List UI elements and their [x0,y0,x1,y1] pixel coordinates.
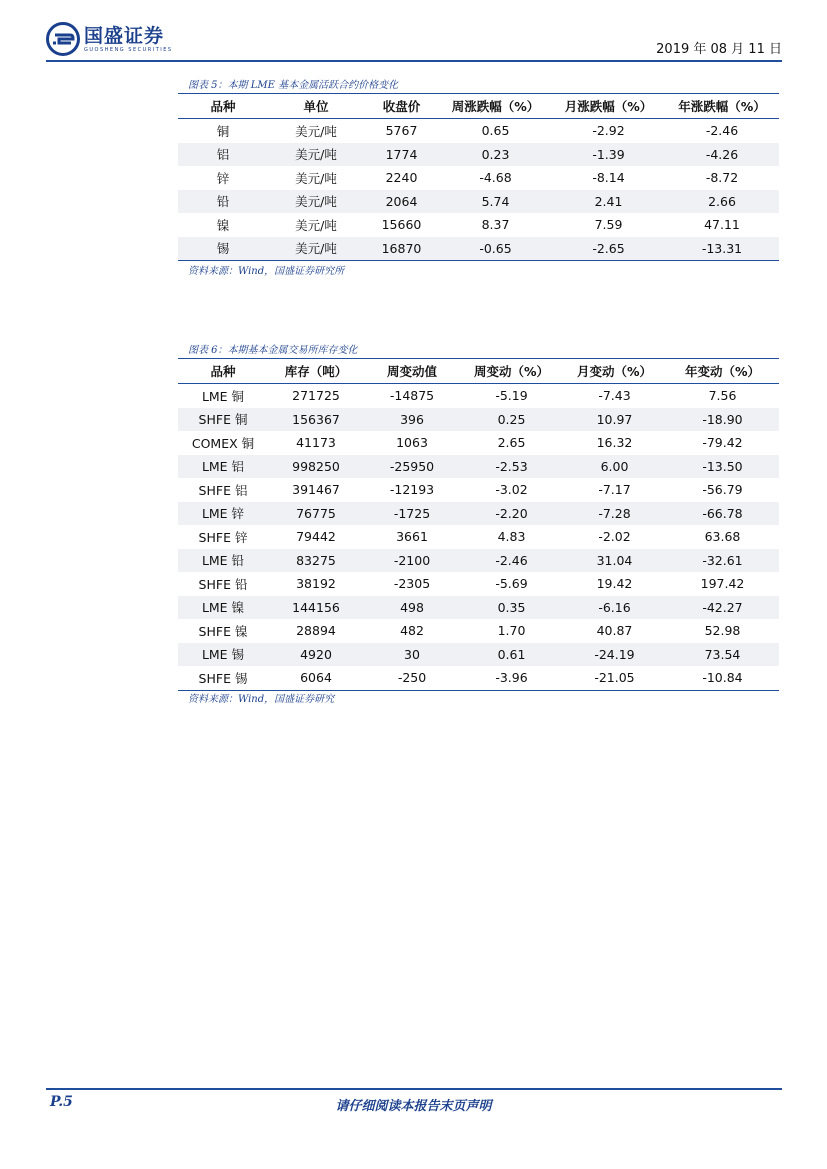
table-cell: -66.78 [666,502,779,526]
table-cell: 2.41 [552,190,665,214]
table-cell: -1.39 [552,143,665,167]
table-cell: COMEX 铜 [191,435,255,451]
table-cell: 40.87 [596,623,633,639]
table6-header-cell: 月变动（%） [563,359,666,384]
table-cell: 6064 [268,666,364,690]
table-row [178,525,779,549]
table6-header-cell: 库存（吨） [268,359,364,384]
table-cell: -8.72 [705,170,739,186]
table-cell: LME 锡 [178,643,268,667]
table-cell: 铅 [178,190,268,214]
table-cell: 482 [400,623,424,639]
table-cell: -8.14 [592,170,625,186]
table-cell: -2.65 [552,237,665,261]
table6-header-cell: 品种 [178,359,268,384]
page-header [46,22,782,62]
table-cell: 83275 [268,549,364,573]
table-cell: -32.61 [666,549,779,573]
table-cell: 2.66 [665,190,779,214]
table-cell: -12193 [389,482,435,498]
table5-header-cell: 年涨跌幅（%） [665,94,779,119]
table-cell: 2.65 [497,435,526,451]
table-cell: -1725 [364,502,460,526]
table-cell: -5.69 [495,576,528,592]
table-cell: 31.04 [563,549,666,573]
table-cell: SHFE 镍 [198,623,248,639]
table-cell: 19.42 [596,576,633,592]
table-cell: -14875 [389,388,435,404]
table-cell: -250 [364,666,460,690]
table-cell: SHFE 铝 [198,482,248,498]
table-row [178,431,779,455]
table-cell: -2.92 [592,123,625,139]
table-cell: -79.42 [702,435,743,451]
table5-header-cell: 品种 [178,94,268,119]
table-cell: 15660 [381,217,422,233]
company-logo [46,22,173,56]
table-cell: -4.68 [479,170,512,186]
table-cell: 41173 [296,435,336,451]
table-cell: 0.35 [460,596,563,620]
table-cell: -25950 [364,455,460,479]
table-cell: -6.16 [563,596,666,620]
table-cell: 0.61 [460,643,563,667]
table-cell: 4.83 [497,529,526,545]
table5-header-cell: 月涨跌幅（%） [552,94,665,119]
table-cell: 镍 [216,217,230,233]
table-cell: 391467 [292,482,340,498]
table-cell: -56.79 [702,482,743,498]
table-row [178,384,779,408]
table6-header-cell: 周变动值 [364,359,460,384]
table-row [178,143,779,167]
table-row [178,166,779,190]
table-cell: 美元/吨 [295,123,337,139]
table-cell: -2.46 [705,123,739,139]
table5-header-row [178,94,779,119]
table-cell: -7.17 [598,482,631,498]
table-row [178,666,779,690]
table-cell: 4920 [268,643,364,667]
table-cell: 16870 [364,237,439,261]
table-cell: 5767 [385,123,418,139]
table-cell: -2100 [364,549,460,573]
table-cell: 1063 [396,435,428,451]
table6-inventory [178,358,779,691]
table5-header-cell: 周涨跌幅（%） [439,94,552,119]
page-number: P.5 [50,1094,73,1110]
table5-header-cell: 收盘价 [364,94,439,119]
table-cell: LME 铜 [201,388,245,404]
table-cell: LME 铝 [178,455,268,479]
table-cell: -2.02 [598,529,631,545]
table-cell: 38192 [296,576,336,592]
table-cell: -24.19 [563,643,666,667]
table-cell: -4.26 [665,143,779,167]
table-cell: 美元/吨 [295,217,337,233]
table-cell: 6.00 [563,455,666,479]
table-cell: -13.31 [665,237,779,261]
table-cell: 2240 [385,170,418,186]
guosheng-logo-icon [46,22,80,56]
table-row [178,619,779,643]
logo-cn-text: 国盛证券 [84,24,165,47]
table-cell: -3.96 [460,666,563,690]
report-date: 2019 年 08 月 11 日 [656,42,782,57]
table-cell: 0.25 [460,408,563,432]
table-row [178,502,779,526]
table-row [178,549,779,573]
table-cell: 2064 [364,190,439,214]
table-cell: LME 镍 [178,596,268,620]
table-cell: 197.42 [700,576,745,592]
table-cell: -0.65 [439,237,552,261]
table-cell: 79442 [296,529,336,545]
table-cell: 271725 [292,388,340,404]
table-cell: 7.56 [708,388,737,404]
table-cell: -13.50 [666,455,779,479]
table-cell: 144156 [268,596,364,620]
table-cell: 1774 [364,143,439,167]
table-cell: 28894 [296,623,336,639]
table-row [178,213,779,237]
table-cell: LME 锌 [178,502,268,526]
table-cell: -42.27 [666,596,779,620]
table-cell: SHFE 铅 [198,576,248,592]
table6-source: 资料来源：Wind，国盛证券研究 [188,694,335,705]
table-row [178,478,779,502]
table-cell: 美元/吨 [295,170,337,186]
table-cell: -7.43 [598,388,631,404]
table-cell: 16.32 [596,435,633,451]
table-cell: 锡 [178,237,268,261]
table-cell: -18.90 [666,408,779,432]
table-row [178,119,779,143]
logo-en-text: GUOSHENG SECURITIES [84,46,173,53]
table-cell: -2.46 [460,549,563,573]
table-cell: 美元/吨 [268,237,364,261]
table-cell: -2.53 [460,455,563,479]
table-cell: 0.65 [481,123,510,139]
table-cell: 5.74 [439,190,552,214]
table-cell: -5.19 [495,388,528,404]
table-row [178,190,779,214]
table-cell: LME 铅 [178,549,268,573]
table-cell: 1.70 [497,623,526,639]
footer-disclaimer: 请仔细阅读本报告末页声明 [335,1099,492,1114]
table-cell: 8.37 [481,217,510,233]
table-cell: -10.84 [666,666,779,690]
table-row [178,572,779,596]
table-row [178,408,779,432]
table-cell: 30 [364,643,460,667]
header-divider [46,60,782,62]
table-cell: SHFE 锌 [198,529,248,545]
table6-header-cell: 周变动（%） [460,359,563,384]
table5-lme-prices [178,93,779,261]
table6-caption: 图表 6：本期基本金属交易所库存变化 [188,345,358,356]
table-cell: 美元/吨 [268,143,364,167]
table-cell: -21.05 [563,666,666,690]
table-cell: 3661 [396,529,428,545]
table-row [178,596,779,620]
table-cell: 美元/吨 [268,190,364,214]
table-cell: 73.54 [666,643,779,667]
table-cell: 396 [364,408,460,432]
table-cell: 铜 [216,123,230,139]
table-cell: -2305 [393,576,431,592]
table-cell: 998250 [268,455,364,479]
table-cell: -7.28 [563,502,666,526]
table-cell: -3.02 [495,482,528,498]
table-cell: 63.68 [704,529,741,545]
table-cell: 锌 [216,170,230,186]
table-row [178,237,779,261]
footer-divider [46,1088,782,1090]
table-cell: 47.11 [704,217,740,233]
table-cell: 498 [364,596,460,620]
table5-source: 资料来源：Wind，国盛证券研究所 [188,266,345,277]
table-row [178,455,779,479]
table-cell: 铝 [178,143,268,167]
table-cell: SHFE 铜 [178,408,268,432]
table5-header-cell: 单位 [268,94,364,119]
table6-header-cell: 年变动（%） [666,359,779,384]
table-cell: 7.59 [594,217,623,233]
table-cell: 0.23 [439,143,552,167]
table-cell: 76775 [268,502,364,526]
table-cell: 52.98 [704,623,741,639]
table6-header-row [178,359,779,384]
table-cell: 156367 [268,408,364,432]
table-cell: 10.97 [563,408,666,432]
table-cell: -2.20 [460,502,563,526]
table-cell: SHFE 锡 [178,666,268,690]
table5-caption: 图表 5：本期 LME 基本金属活跃合约价格变化 [188,80,399,91]
table-row [178,643,779,667]
